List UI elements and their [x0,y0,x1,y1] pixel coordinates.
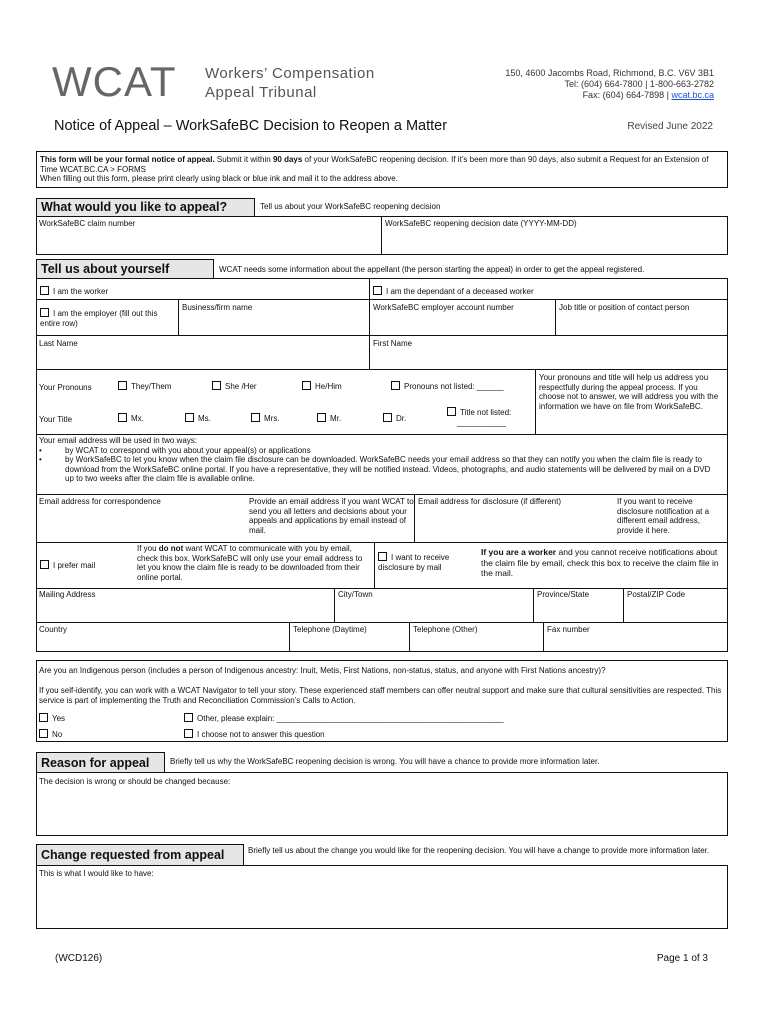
wcat-logo-text: WCAT [52,58,177,105]
contact-block [505,68,714,101]
indigenous-question: Are you an Indigenous person (includes a person of Indigenous ancestry: Inuit, Metis, First Nations, non-status, status, and anyone with First Nations ancestry)? [39,666,606,675]
mrs-checkbox[interactable] [251,413,260,422]
row1-divider [369,279,370,299]
pronoun-note: Your pronouns and title will help us address you respectfully during the appeal process. If you choose not to answer, we will address you with the information we have on file from WorkSafeBC. [535,369,727,434]
email-correspondence-field[interactable]: Email address for correspondence [39,497,161,506]
prefer-mail-label: I prefer mail [53,561,96,570]
appeal-section [36,198,728,256]
title-mr[interactable] [317,413,341,424]
intro-text1: Submit it within [214,155,273,164]
row6-line [37,542,727,543]
they-label: They/Them [131,382,172,391]
worker-option[interactable] [40,286,108,297]
org-name [205,64,375,102]
email-correspondence-note: Provide an email address if you want WCAT to send you all letters and decisions about your appeals and applications by email instead of mail. [249,497,414,535]
mrs-label: Mrs. [264,414,280,423]
change-heading: Change requested from appeal [36,844,244,866]
decline-label: I choose not to answer this question [197,730,325,739]
first-name-field[interactable]: First Name [369,335,727,369]
reason-hint: Briefly tell us why the WorkSafeBC reopening decision is wrong. You will have a chance to provide more information later. [170,757,600,766]
dr-checkbox[interactable] [383,413,392,422]
title-mrs[interactable] [251,413,280,424]
telephone-day-field[interactable]: Telephone (Daytime) [289,622,409,651]
change-hint: Briefly tell us about the change you would like for the reopening decision. You will have a change to provide more information later. [248,846,710,855]
indigenous-decline[interactable] [184,729,325,740]
country-field[interactable]: Country [39,625,68,634]
postal-field[interactable]: Postal/ZIP Code [623,588,727,622]
no-label: No [52,730,63,739]
indigenous-box [36,660,728,742]
she-checkbox[interactable] [212,381,221,390]
title-not-listed[interactable] [447,407,532,427]
worker-mail-note [481,547,727,579]
disclosure-mail-checkbox[interactable] [378,552,387,561]
province-field[interactable]: Province/State [533,588,623,622]
reason-heading: Reason for appeal [36,752,165,773]
intro-bold: This form will be your formal notice of appeal. [40,155,215,164]
ms-label: Ms. [198,414,211,423]
pronoun-she[interactable] [212,381,257,392]
pronoun-not-listed[interactable] [391,381,504,392]
navigator-text: If you self-identify, you can work with a WCAT Navigator to tell your story. These experienced staff members can offer neutral support and make sure that cultural sensitivities are respected. This service is part of implementing the Truth and Reconciliation Commission’s Calls to Action. [39,686,722,705]
telephone: Tel: (604) 664-7800 | 1-800-663-2782 [564,79,714,89]
dependant-checkbox[interactable] [373,286,382,295]
title-label: Your Title [39,415,73,424]
pronoun-he[interactable] [302,381,342,392]
intro-text2: of your WorkSafeBC reopening decision. If it’s been more than 90 days, also submit a Request for an Extension of Time WCAT.BC.CA > FORMS [40,155,709,174]
no-checkbox[interactable] [39,729,48,738]
worker-mail-note-text: and you cannot receive notifications about the claim file by email, check this box to receive the claim file in the mail. [481,547,719,578]
title-not-listed-row [447,407,532,418]
title-dr[interactable] [383,413,406,424]
email-info [39,436,721,484]
employer-checkbox[interactable] [40,308,49,317]
mx-label: Mx. [131,414,144,423]
dependant-label: I am the dependant of a deceased worker [386,287,534,296]
he-checkbox[interactable] [302,381,311,390]
other-label: Other, please explain: ___________________________________________________ [197,714,504,723]
last-name-field[interactable]: Last Name [39,339,78,348]
employer-option[interactable] [40,308,175,328]
fax-field[interactable]: Fax number [543,622,727,651]
not-listed-label: Pronouns not listed: ______ [404,382,504,391]
he-label: He/Him [315,382,342,391]
form-title: Notice of Appeal – WorkSafeBC Decision to Reopen a Matter [54,118,448,134]
prefer-mail-option[interactable] [40,560,95,571]
reason-field[interactable] [36,772,728,836]
prefer-mail-note-c: want WCAT to communicate with you by email, check this box. WorkSafeBC will only use your email address to let you know the claim file is ready to be downloaded from their online portal. [137,544,363,582]
row4-line [37,434,727,435]
claim-number-field[interactable]: WorkSafeBC claim number [39,219,136,228]
title-ms[interactable] [185,413,211,424]
prefer-mail-checkbox[interactable] [40,560,49,569]
indigenous-yes[interactable] [39,713,65,724]
change-field-label: This is what I would like to have: [39,869,154,878]
intro-box [36,151,728,188]
disclosure-mail-label: I want to receive disclosure by mail [378,553,450,572]
worker-label: I am the worker [53,287,109,296]
org-name-line1: Workers’ Compensation [205,65,375,82]
worker-checkbox[interactable] [40,286,49,295]
title-blank: ___________ [457,417,506,427]
they-checkbox[interactable] [118,381,127,390]
mr-label: Mr. [330,414,342,423]
title-not-listed-checkbox[interactable] [447,407,456,416]
dr-label: Dr. [396,414,407,423]
mx-checkbox[interactable] [118,413,127,422]
email-uses-list [39,446,721,484]
title-not-listed-label: Title not listed: [460,408,512,417]
yourself-hint: WCAT needs some information about the appellant (the person starting the appeal) in order to get the appeal registered. [219,265,645,274]
indigenous-no[interactable] [39,729,62,740]
change-field[interactable] [36,865,728,929]
reason-field-label: The decision is wrong or should be changed because: [39,777,231,786]
row5-line [37,494,727,495]
disclosure-mail-option[interactable] [378,552,478,572]
ms-checkbox[interactable] [185,413,194,422]
appeal-fields [36,216,728,255]
decline-checkbox[interactable] [184,729,193,738]
other-checkbox[interactable] [184,713,193,722]
org-name-line2: Appeal Tribunal [205,84,317,101]
indigenous-other[interactable] [184,713,504,724]
telephone-other-field[interactable]: Telephone (Other) [409,622,543,651]
dependant-option[interactable] [373,286,534,297]
email-disclosure-field[interactable]: Email address for disclosure (if different) [414,494,614,542]
decision-date-field[interactable]: WorkSafeBC reopening decision date (YYYY-MM-DD) [381,217,728,254]
mr-checkbox[interactable] [317,413,326,422]
prefer-mail-note-a: If you [137,544,159,553]
yourself-heading: Tell us about yourself [36,259,214,279]
email-disclosure-note: If you want to receive disclosure notification at a different email address, provide it here. [617,497,710,535]
intro-line2: When filling out this form, please print clearly using black or blue ink and mail it to the address above. [40,174,398,183]
email-use-item: • by WorkSafeBC to let you know when the claim file disclosure can be downloaded. WorkSafeBC needs your email address so that they can notify you when the claim file is ready to download from the WorkSafeBC online portal. If you have a representative, they will be notified instead. Videos, photographs, and audio statements will be delivered by mail on a DVD up to two weeks after the claim file is available online. [39,455,721,484]
intro-days: 90 days [272,155,303,164]
mailing-address-field[interactable]: Mailing Address [39,590,96,599]
prefer-mail-note-b: do not [158,544,184,553]
appeal-heading: What would you like to appeal? [36,198,255,217]
mail-divider [374,542,375,588]
she-label: She /Her [225,382,257,391]
worker-mail-note-bold: If you are a worker [481,547,557,557]
intro-line1 [40,155,724,174]
prefer-mail-note [137,544,369,582]
pronoun-they[interactable] [118,381,171,392]
job-title-field[interactable]: Job title or position of contact person [555,299,727,335]
address: 150, 4600 Jacombs Road, Richmond, B.C. V6V 3B1 [505,68,714,78]
employer-label: I am the employer (fill out this entire row) [40,309,158,328]
fax: Fax: (604) 664-7898 | [582,90,669,100]
website-link[interactable]: wcat.bc.ca [671,90,714,100]
fax-line [505,90,714,101]
city-field[interactable]: City/Town [334,588,533,622]
page-number: Page 1 of 3 [656,953,708,964]
title-mx[interactable] [118,413,144,424]
yourself-form [36,278,728,652]
email-intro: Your email address will be used in two ways: [39,436,198,445]
email-use-item: • by WCAT to correspond with you about your appeal(s) or applications [39,446,721,456]
revised-date: Revised June 2022 [627,121,713,132]
yes-checkbox[interactable] [39,713,48,722]
yes-label: Yes [52,714,66,723]
employer-account-field[interactable]: WorkSafeBC employer account number [369,299,556,335]
form-code: (WCD126) [55,953,103,964]
business-name-field[interactable]: Business/firm name [178,299,370,335]
appeal-hint: Tell us about your WorkSafeBC reopening decision [260,202,441,211]
pronouns-label: Your Pronouns [39,383,92,392]
wcat-logo [52,60,192,104]
not-listed-checkbox[interactable] [391,381,400,390]
